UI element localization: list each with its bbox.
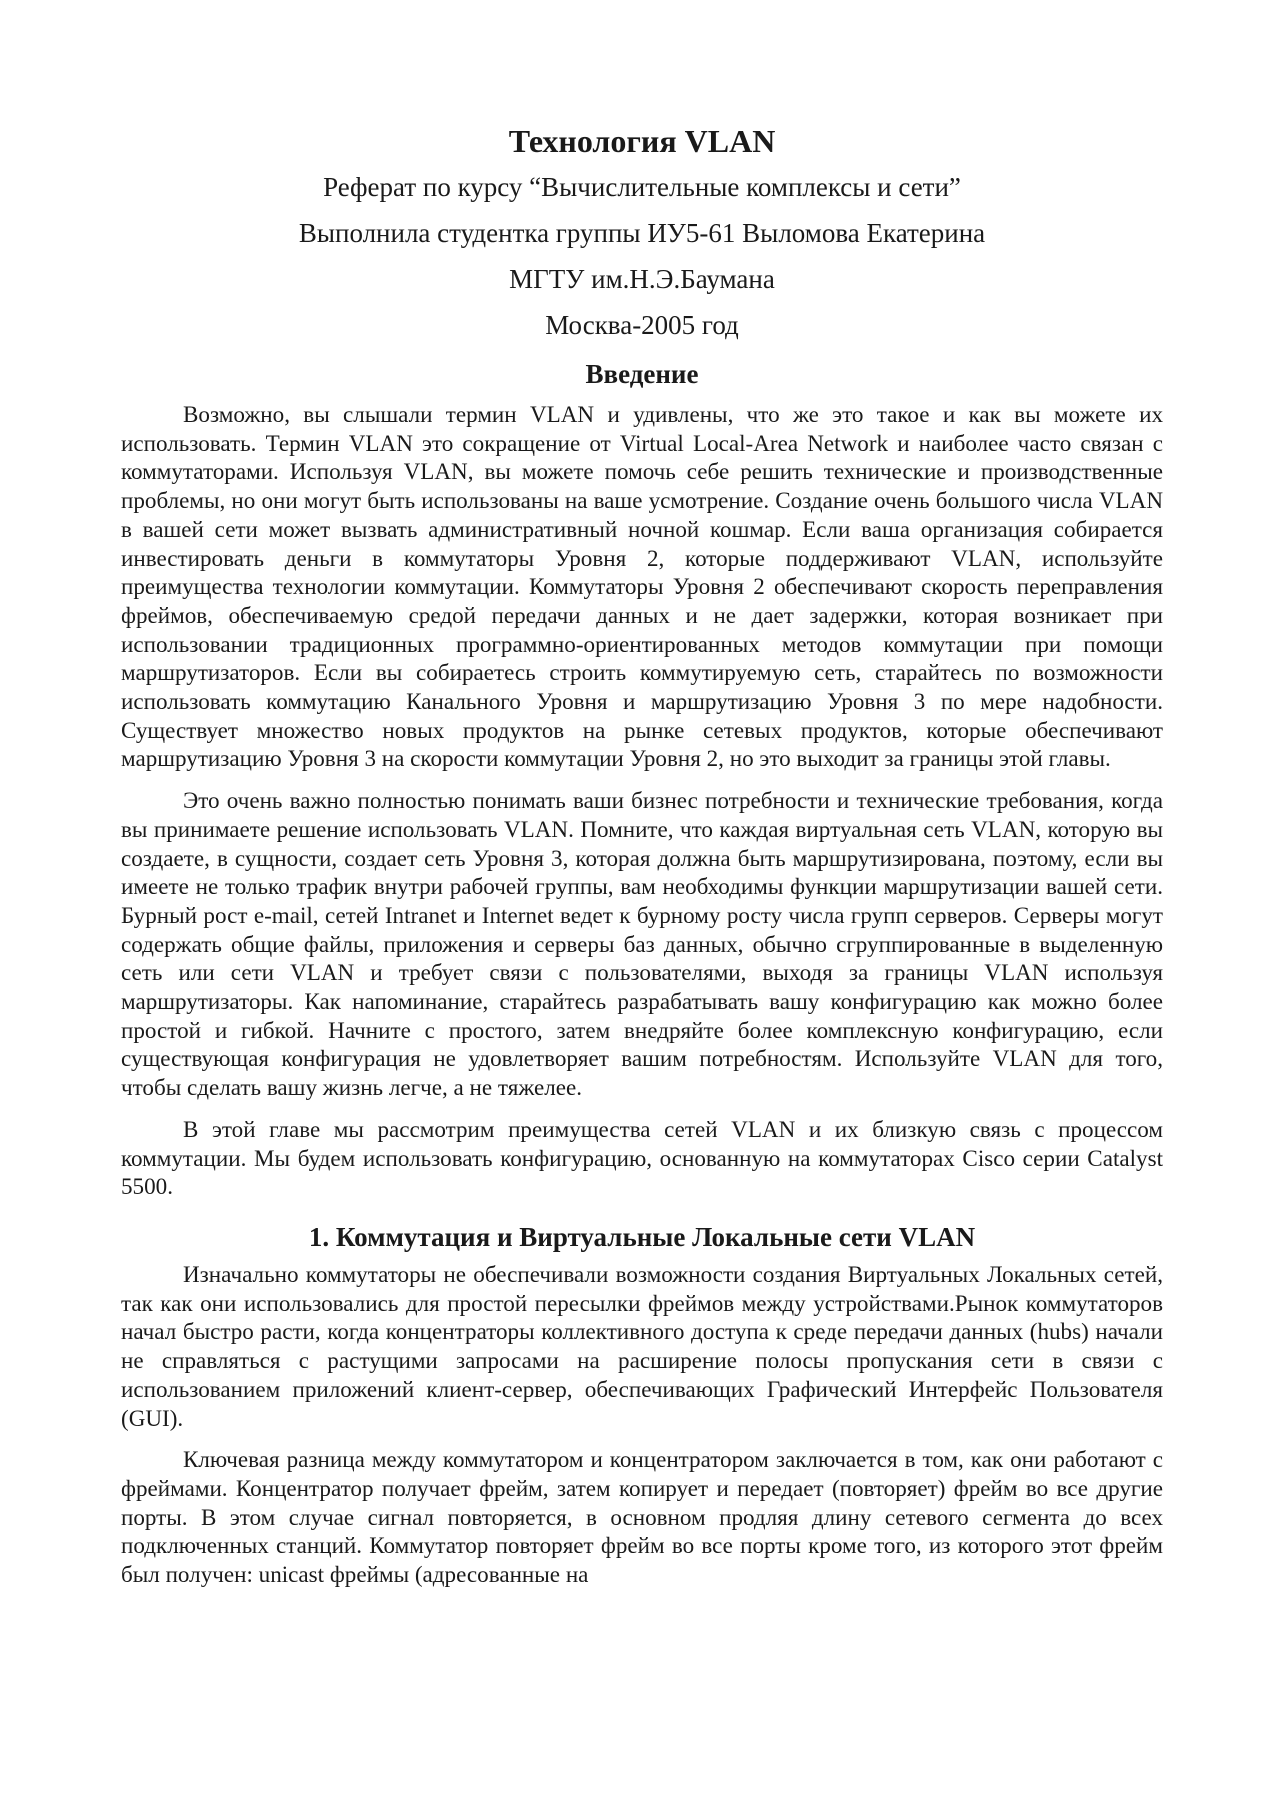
university-line: МГТУ им.Н.Э.Баумана (509, 264, 775, 294)
paragraph: В этой главе мы рассмотрим преимущества сетей VLAN и их близкую связь с процессом коммутации. Мы будем использовать конфигурацию, основанную на коммутаторах Cisco серии Catalyst 5500. (121, 1115, 1163, 1200)
section-heading-introduction: Введение (585, 359, 699, 389)
paragraph: Изначально коммутаторы не обеспечивали возможности создания Виртуальных Локальных сетей, так как они использовались для простой пересылки фреймов между устройствами.Рынок коммутаторов начал быстро расти, когда концентраторы коллективного доступа к среде передачи данных (hubs) начали не справляться с растущими запросами на расширение полосы пропускания сети в связи с использованием приложений клиент-сервер, обеспечивающих Графический Интерфейс Пользователя (GUI). (121, 1260, 1163, 1431)
author-line: Выполнила студентка группы ИУ5-61 Выломова Екатерина (298, 218, 986, 248)
course-line: Реферат по курсу “Вычислительные комплексы и сети” (323, 172, 961, 202)
section-heading-switching-vlan: 1. Коммутация и Виртуальные Локальные сети VLAN (308, 1221, 976, 1252)
paragraph: Ключевая разница между коммутатором и концентратором заключается в том, как они работают с фреймами. Концентратор получает фрейм, затем копирует и передает (повторяет) фрейм во все другие порты. В этом случае сигнал повторяется, в основном продляя длину сетевого сегмента до всех подключенных станций. Коммутатор повторяет фрейм во все порты кроме того, из которого этот фрейм был получен: unicast фреймы (адресованные на (121, 1446, 1163, 1588)
paragraph: Это очень важно полностью понимать ваши бизнес потребности и технические требования, когда вы принимаете решение использовать VLAN. Помните, что каждая виртуальная сеть VLAN, которую вы создаете, в сущности, создает сеть Уровня 3, которая должна быть маршрутизирована, поэтому, если вы имеете не только трафик внутри рабочей группы, вам необходимы функции маршрутизации вашей сети. Бурный рост e-mail, сетей Intranet и Internet ведет к бурному росту числа групп серверов. Серверы могут содержать общие файлы, приложения и серверы баз данных, обычно сгруппированные в выделенную сеть или сети VLAN и требует связи с пользователями, выходя за границы VLAN используя маршрутизаторы. Как напоминание, старайтесь разрабатывать вашу конфигурацию как можно более простой и гибкой. Начните с простого, затем внедряйте более комплексную конфигурацию, если существующая конфигурация не удовлетворяет вашим потребностям. Используйте VLAN для того, чтобы сделать вашу жизнь легче, а не тяжелее. (121, 787, 1163, 1101)
document-body (121, 118, 1163, 1602)
document-title: Технология VLAN (508, 123, 776, 159)
city-year-line: Москва-2005 год (545, 310, 739, 340)
paragraph: Возможно, вы слышали термин VLAN и удивлены, что же это такое и как вы можете их использовать. Термин VLAN это сокращение от Virtual Local-Area Network и наиболее часто связан с коммутаторами. Используя VLAN, вы можете помочь себе решить технические и производственные проблемы, но они могут быть использованы на ваше усмотрение. Создание очень большого числа VLAN в вашей сети может вызвать административный ночной кошмар. Если ваша организация собирается инвестировать деньги в коммутаторы Уровня 2, которые поддерживают VLAN, используйте преимущества технологии коммутации. Коммутаторы Уровня 2 обеспечивают скорость переправления фреймов, обеспечиваемую средой передачи данных и не дает задержки, которая возникает при использовании традиционных программно-ориентированных методов коммутации при помощи маршрутизаторов. Если вы собираетесь строить коммутируемую сеть, старайтесь по возможности использовать коммутацию Канального Уровня и маршрутизацию Уровня 3 по мере надобности. Существует множество новых продуктов на рынке сетевых продуктов, которые обеспечивают маршрутизацию Уровня 3 на скорости коммутации Уровня 2, но это выходит за границы этой главы. (121, 401, 1163, 772)
